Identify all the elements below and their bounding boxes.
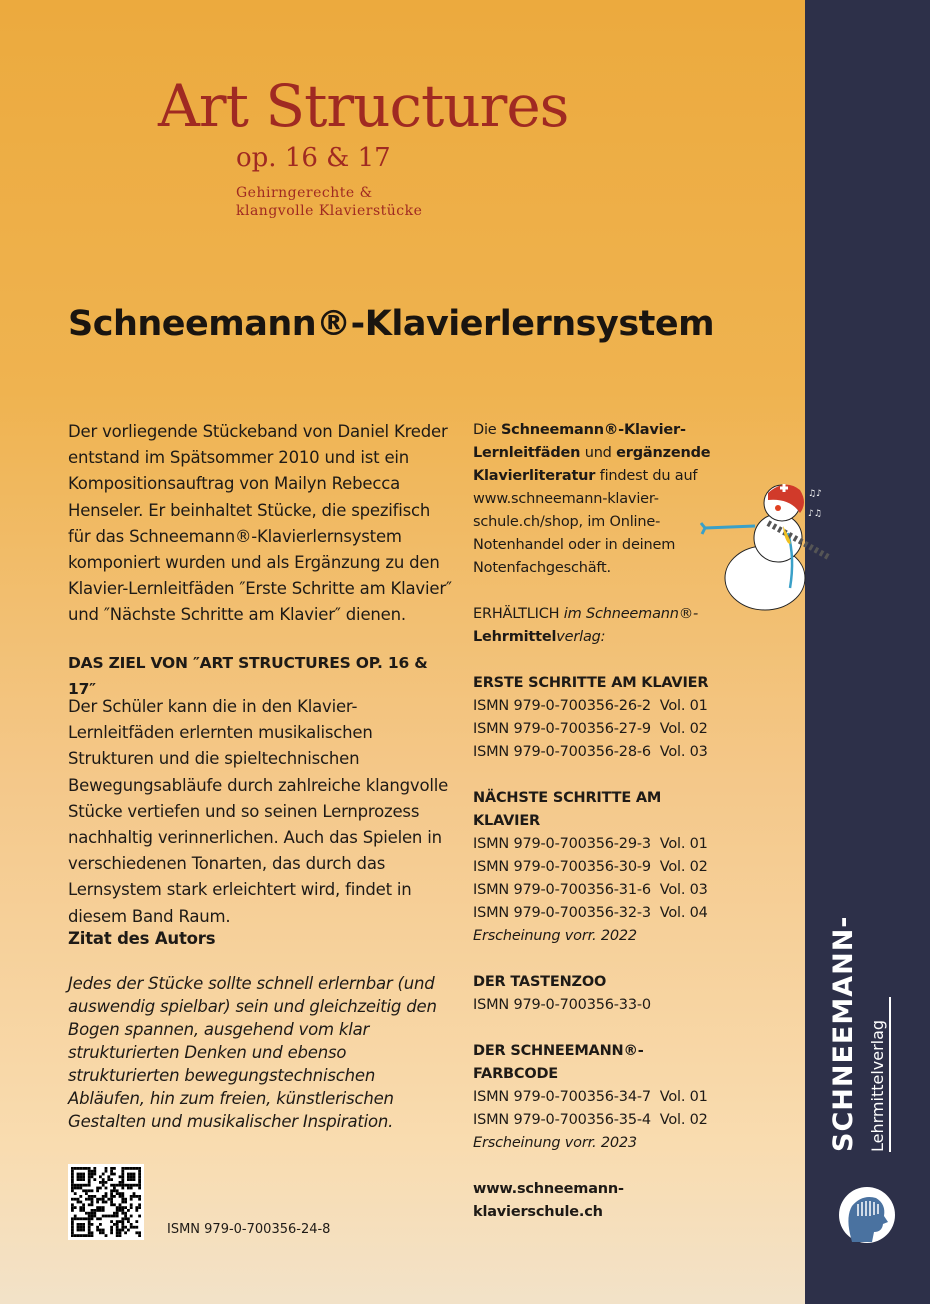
publisher-tagline: Lehrmittelverlag (868, 997, 891, 1152)
shop-info: Die Schneemann®-Klavier-Lernleitfäden und ergänzende Klavierliteratur findest du auf www.schneemann-klavier-schule.ch/shop, im Online-Notenhandel oder in deinem Notenfachgeschäft. ERHÄLTLICH im Schneemann®-Lehrmittelverlag: ERSTE SCHRITTE AM KLAVIER ISMN 979-0-700356-26-2 Vol. 01 ISMN 979-0-700356-27-9 Vol. 02 ISMN 979-0-700356-28-6 Vol. 03 NÄCHSTE SCHRITTE AM KLAVIER ISMN 979-0-700356-29-3 Vol. 01 ISMN 979-0-700356-30-9 Vol. 02 ISMN 979-0-700356-31-6 Vol. 03 ISMN 979-0-700356-32-3 Vol. 04 Erscheinung vorr. 2022 DER TASTENZOO ISMN 979-0-700356-33-0 DER SCHNEEMANN®-FARBCODE ISMN 979-0-700356-34-7 Vol. 01 ISMN 979-0-700356-35-4 Vol. 02 Erscheinung vorr. 2023 www.schneemann-klavierschule.ch (473, 419, 713, 1224)
opus-number: op. 16 & 17 (236, 143, 391, 173)
product-series (473, 787, 713, 948)
subtitle-line: klangvolle Klavierstücke (236, 203, 423, 219)
isbn-item: ISMN 979-0-700356-31-6 Vol. 03 (473, 882, 708, 898)
website-link[interactable]: www.schneemann-klavierschule.ch (473, 1181, 624, 1220)
svg-text:♪♫: ♪♫ (808, 509, 822, 519)
isbn-item: ISMN 979-0-700356-27-9 Vol. 02 (473, 721, 708, 737)
goal-heading: DAS ZIEL VON ″ART STRUCTURES OP. 16 & 17″ (68, 654, 428, 699)
qr-code[interactable] (68, 1164, 144, 1240)
isbn-item: ISMN 979-0-700356-30-9 Vol. 02 (473, 859, 708, 875)
quote-heading: Zitat des Autors (68, 929, 216, 948)
isbn-item: ISMN 979-0-700356-26-2 Vol. 01 (473, 698, 708, 714)
isbn-item: ISMN 979-0-700356-35-4 Vol. 02 (473, 1112, 708, 1128)
subtitle-line: Gehirngerechte & (236, 185, 373, 201)
goal-text: Der Schüler kann die in den Klavier-Lernleitfäden erlernten musikalischen Strukturen und die spieltechnischen Bewegungsabläufe durch zahlreiche klangvolle Stücke vertiefen und so seinen Lernprozess nachhaltig verinnerlichen. Auch das Spielen in verschiedenen Tonarten, das durch das Lernsystem stark erleichtert wird, findet in diesem Band Raum. (68, 697, 449, 926)
release-note: Erscheinung vorr. 2022 (473, 928, 637, 944)
book-subtitle (236, 184, 422, 220)
series-title: DER SCHNEEMANN®-FARBCODE (473, 1043, 644, 1082)
series-title: ERSTE SCHRITTE AM KLAVIER (473, 675, 709, 691)
isbn-item: ISMN 979-0-700356-33-0 (473, 997, 651, 1013)
isbn-item: ISMN 979-0-700356-28-6 Vol. 03 (473, 744, 708, 760)
snowman-illustration (700, 478, 835, 613)
isbn-item: ISMN 979-0-700356-29-3 Vol. 01 (473, 836, 708, 852)
quote-text: Jedes der Stücke sollte schnell erlernbar (und auswendig spielbar) sein und gleichzeitig den Bogen spannen, ausgehend vom klar strukturierten Denken und ebenso strukturierten bewegungstechnischen Abläufen, hin zum freien, künstlerischen Gestalten und musikalischer Inspiration. (68, 974, 437, 1131)
release-note: Erscheinung vorr. 2023 (473, 1135, 637, 1151)
svg-text:♫♪: ♫♪ (808, 489, 822, 499)
headline: Schneemann®-Klavierlernsystem (68, 304, 715, 344)
isbn-item: ISMN 979-0-700356-34-7 Vol. 01 (473, 1089, 708, 1105)
isbn-item: ISMN 979-0-700356-32-3 Vol. 04 (473, 905, 708, 921)
product-series (473, 672, 713, 764)
series-title: NÄCHSTE SCHRITTE AM KLAVIER (473, 790, 662, 829)
product-series (473, 971, 713, 1017)
intro-text: Der vorliegende Stückeband von Daniel Kreder entstand im Spätsommer 2010 und ist ein Kompositionsauftrag von Mailyn Rebecca Henseler. Er beinhaltet Stücke, die spezifisch für das Schneemann®-Klavierlernsystem komponiert wurden und als Ergänzung zu den Klavier-Lernleitfäden ″Erste Schritte am Klavier″ und ″Nächste Schritte am Klavier″ dienen. (68, 422, 452, 625)
book-title: Art Structures (158, 72, 569, 140)
series-title: DER TASTENZOO (473, 974, 607, 990)
publisher-logo-head-icon (838, 1186, 896, 1244)
publisher-brand: SCHNEEMANN- (828, 915, 859, 1152)
isbn-number: ISMN 979-0-700356-24-8 (167, 1222, 331, 1237)
product-series (473, 1040, 713, 1155)
